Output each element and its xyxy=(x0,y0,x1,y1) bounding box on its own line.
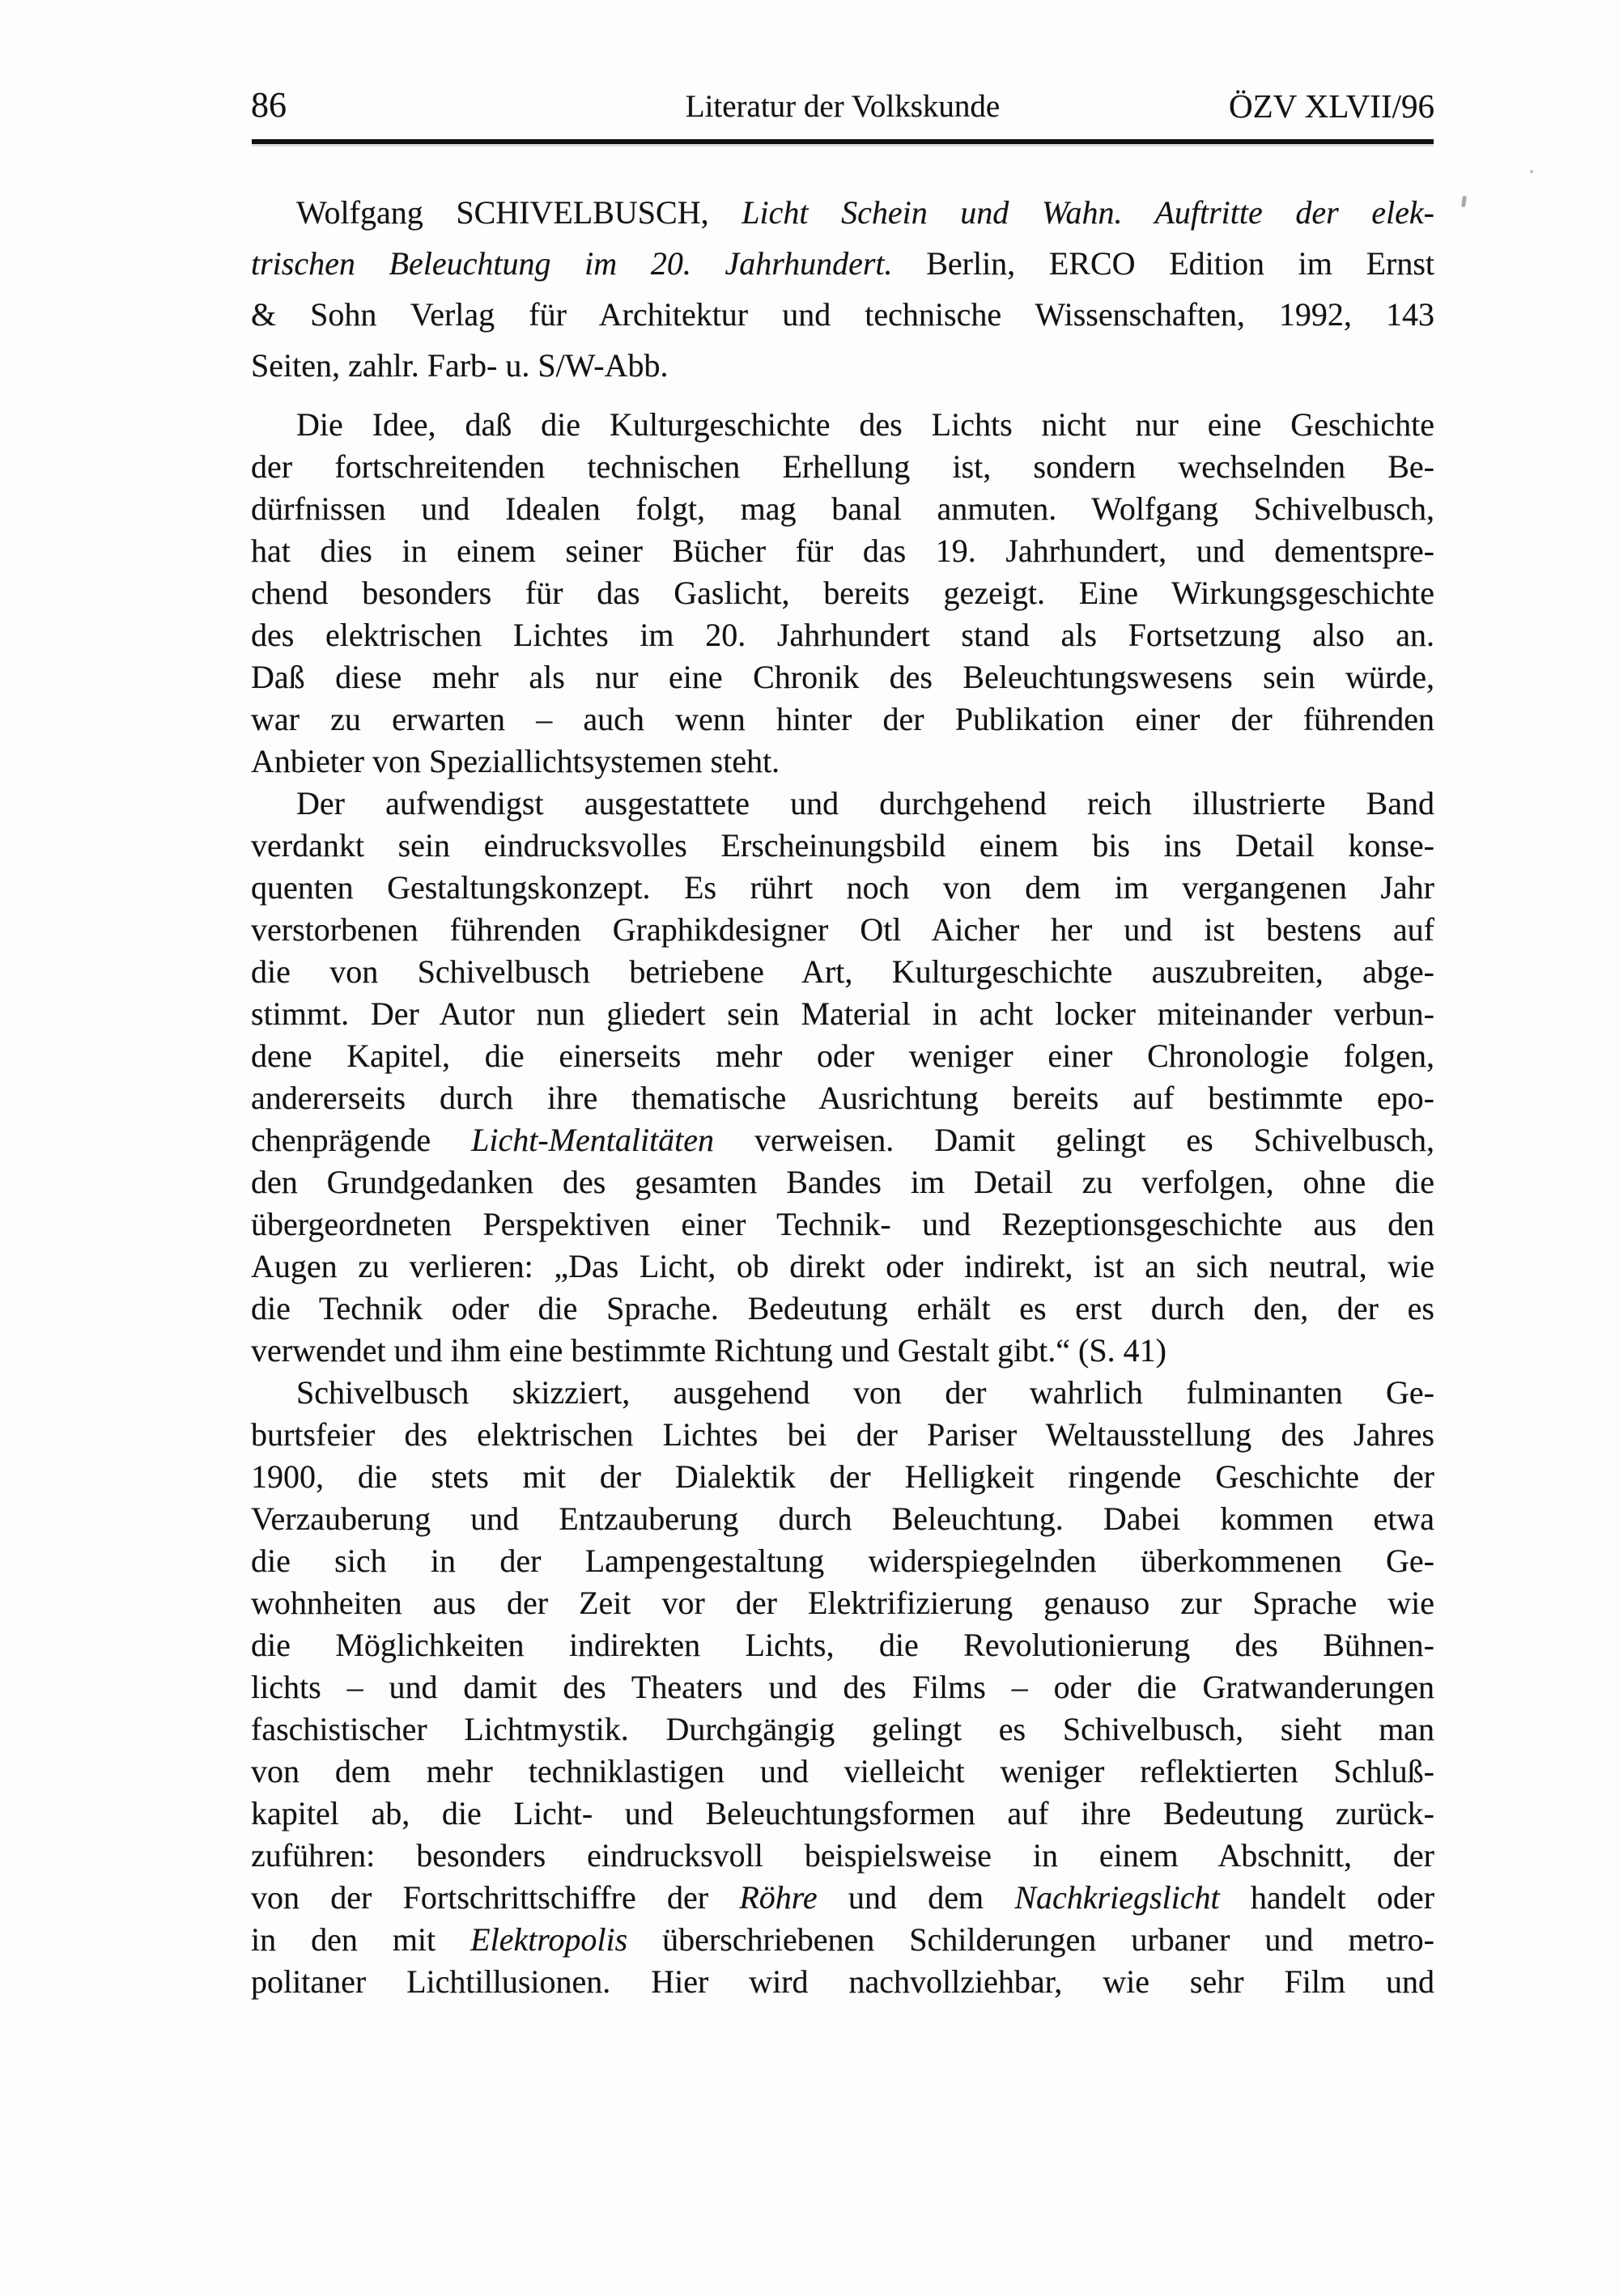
text-segment: Der aufwendigst ausgestattete und durchgehend reich illustrierte Band xyxy=(296,785,1434,821)
text-segment: verwendet und ihm eine bestimmte Richtung und Gestalt gibt.“ (S. 41) xyxy=(251,1332,1166,1369)
text-line xyxy=(251,1835,1434,1877)
italic-text-segment: Nachkriegslicht xyxy=(1014,1879,1220,1916)
italic-text-segment: Elektropolis xyxy=(470,1921,628,1958)
text-line xyxy=(251,1288,1434,1330)
text-line xyxy=(251,1793,1434,1835)
italic-text-segment: Röhre xyxy=(739,1879,818,1916)
text-segment: die Möglichkeiten indirekten Lichts, die Revolutionierung des Bühnen- xyxy=(251,1627,1434,1663)
text-line xyxy=(251,867,1434,909)
text-line xyxy=(251,783,1434,825)
text-line xyxy=(251,993,1434,1035)
text-segment: von dem mehr techniklastigen und vielleicht weniger reflektierten Schluß- xyxy=(251,1753,1434,1789)
running-title: Literatur der Volkskunde xyxy=(685,89,1001,124)
text-segment: verstorbenen führenden Graphikdesigner Otl Aicher her und ist bestens auf xyxy=(251,911,1434,948)
text-segment: kapitel ab, die Licht- und Beleuchtungsformen auf ihre Bedeutung zurück- xyxy=(251,1795,1434,1831)
text-segment: quenten Gestaltungskonzept. Es rührt noch von dem im vergangenen Jahr xyxy=(251,869,1434,906)
text-segment: faschistischer Lichtmystik. Durchgängig gelingt es Schivelbusch, sieht man xyxy=(251,1711,1434,1747)
text-line xyxy=(251,1203,1434,1246)
text-segment: burtsfeier des elektrischen Lichtes bei der Pariser Weltausstellung des Jahres xyxy=(251,1416,1434,1453)
header-rule xyxy=(252,139,1434,144)
text-segment: überschriebenen Schilderungen urbaner und metro- xyxy=(627,1921,1434,1958)
text-segment: den Grundgedanken des gesamten Bandes im Detail zu verfolgen, ohne die xyxy=(251,1164,1434,1200)
text-line xyxy=(251,1877,1434,1919)
text-segment: & Sohn Verlag für Architektur und technische Wissenschaften, 1992, 143 xyxy=(251,296,1434,333)
text-segment: Augen zu verlieren: „Das Licht, ob direkt oder indirekt, ist an sich neutral, wie xyxy=(251,1248,1434,1284)
text-line xyxy=(251,1330,1434,1372)
text-line xyxy=(251,1961,1434,2003)
text-segment: lichts – und damit des Theaters und des Films – oder die Gratwanderungen xyxy=(251,1669,1434,1705)
text-line xyxy=(251,1919,1434,1961)
text-line xyxy=(251,741,1434,783)
text-line xyxy=(251,187,1434,238)
text-segment: die von Schivelbusch betriebene Art, Kulturgeschichte auszubreiten, abge- xyxy=(251,953,1434,990)
text-line xyxy=(251,825,1434,867)
text-segment: Die Idee, daß die Kulturgeschichte des Lichts nicht nur eine Geschichte xyxy=(296,406,1434,443)
text-segment: verweisen. Damit gelingt es Schivelbusch, xyxy=(714,1122,1434,1158)
text-segment: Verzauberung und Entzauberung durch Beleuchtung. Dabei kommen etwa xyxy=(251,1500,1434,1537)
text-segment: politaner Lichtillusionen. Hier wird nachvollziehbar, wie sehr Film und xyxy=(251,1963,1434,2000)
text-line xyxy=(251,1666,1434,1708)
page-number: 86 xyxy=(251,85,287,125)
text-line xyxy=(251,1751,1434,1793)
text-line xyxy=(251,656,1434,698)
text-line xyxy=(251,1077,1434,1119)
text-segment: andererseits durch ihre thematische Ausrichtung bereits auf bestimmte epo- xyxy=(251,1080,1434,1116)
text-line xyxy=(251,1540,1434,1582)
text-segment: hat dies in einem seiner Bücher für das 19. Jahrhundert, und dementspre- xyxy=(251,533,1434,569)
text-line xyxy=(251,1708,1434,1751)
text-line xyxy=(251,614,1434,656)
text-segment: übergeordneten Perspektiven einer Technik- und Rezeptionsgeschichte aus den xyxy=(251,1206,1434,1242)
text-segment: handelt oder xyxy=(1219,1879,1435,1916)
text-line xyxy=(251,238,1434,289)
body-paragraph-2 xyxy=(251,783,1434,1372)
text-line xyxy=(251,289,1434,340)
text-segment: dene Kapitel, die einerseits mehr oder weniger einer Chronologie folgen, xyxy=(251,1038,1434,1074)
italic-text-segment: Licht-Mentalitäten xyxy=(471,1122,715,1158)
text-segment: Wolfgang SCHIVELBUSCH, xyxy=(296,194,742,231)
text-segment: chenprägende xyxy=(251,1122,472,1158)
text-segment: in den mit xyxy=(251,1921,471,1958)
text-segment: des elektrischen Lichtes im 20. Jahrhundert stand als Fortsetzung also an. xyxy=(251,617,1434,653)
text-line xyxy=(251,1161,1434,1203)
text-segment: wohnheiten aus der Zeit vor der Elektrifizierung genauso zur Sprache wie xyxy=(251,1585,1434,1621)
scan-artifact xyxy=(1461,196,1467,208)
book-citation xyxy=(251,187,1434,391)
text-line xyxy=(251,1119,1434,1161)
text-line xyxy=(251,698,1434,741)
text-segment: die Technik oder die Sprache. Bedeutung erhält es erst durch den, der es xyxy=(251,1290,1434,1326)
text-line xyxy=(251,1456,1434,1498)
text-line xyxy=(251,530,1434,572)
text-segment: Schivelbusch skizziert, ausgehend von der wahrlich fulminanten Ge- xyxy=(296,1374,1434,1411)
review-body xyxy=(251,404,1434,2003)
scan-artifact xyxy=(1530,170,1533,173)
text-segment: Berlin, ERCO Edition im Ernst xyxy=(892,245,1435,282)
text-line xyxy=(251,1246,1434,1288)
text-segment: Seiten, zahlr. Farb- u. S/W-Abb. xyxy=(251,347,669,384)
text-line xyxy=(251,572,1434,614)
text-segment: dürfnissen und Idealen folgt, mag banal anmuten. Wolfgang Schivelbusch, xyxy=(251,490,1434,527)
text-segment: zuführen: besonders eindrucksvoll beispielsweise in einem Abschnitt, der xyxy=(251,1837,1434,1874)
text-segment: Daß diese mehr als nur eine Chronik des Beleuchtungswesens sein würde, xyxy=(251,659,1434,695)
italic-text-segment: trischen Beleuchtung im 20. Jahrhundert. xyxy=(251,245,893,282)
page-header xyxy=(251,84,1434,129)
text-segment: und dem xyxy=(817,1879,1015,1916)
text-line xyxy=(251,488,1434,530)
text-line xyxy=(251,446,1434,488)
text-segment: war zu erwarten – auch wenn hinter der Publikation einer der führenden xyxy=(251,701,1434,737)
text-line xyxy=(251,1498,1434,1540)
text-line xyxy=(251,340,1434,391)
text-line xyxy=(251,1035,1434,1077)
italic-text-segment: Licht Schein und Wahn. Auftritte der elek- xyxy=(742,194,1434,231)
text-line xyxy=(251,1414,1434,1456)
text-segment: verdankt sein eindrucksvolles Erscheinungsbild einem bis ins Detail konse- xyxy=(251,827,1434,864)
body-paragraph-1 xyxy=(251,404,1434,783)
text-line xyxy=(251,404,1434,446)
text-segment: Anbieter von Speziallichtsystemen steht. xyxy=(251,743,780,779)
text-line xyxy=(251,1624,1434,1666)
text-segment: der fortschreitenden technischen Erhellung ist, sondern wechselnden Be- xyxy=(251,448,1434,485)
journal-reference: ÖZV XLVII/96 xyxy=(1229,87,1434,125)
text-segment: chend besonders für das Gaslicht, bereits gezeigt. Eine Wirkungsgeschichte xyxy=(251,575,1434,611)
text-line xyxy=(251,1582,1434,1624)
text-segment: 1900, die stets mit der Dialektik der Helligkeit ringende Geschichte der xyxy=(251,1458,1434,1495)
text-segment: die sich in der Lampengestaltung widerspiegelnden überkommenen Ge- xyxy=(251,1543,1434,1579)
text-line xyxy=(251,1372,1434,1414)
text-line xyxy=(251,909,1434,951)
text-segment: stimmt. Der Autor nun gliedert sein Material in acht locker miteinander verbun- xyxy=(251,995,1434,1032)
text-line xyxy=(251,951,1434,993)
text-segment: von der Fortschrittschiffre der xyxy=(251,1879,740,1916)
body-paragraph-3 xyxy=(251,1372,1434,2003)
